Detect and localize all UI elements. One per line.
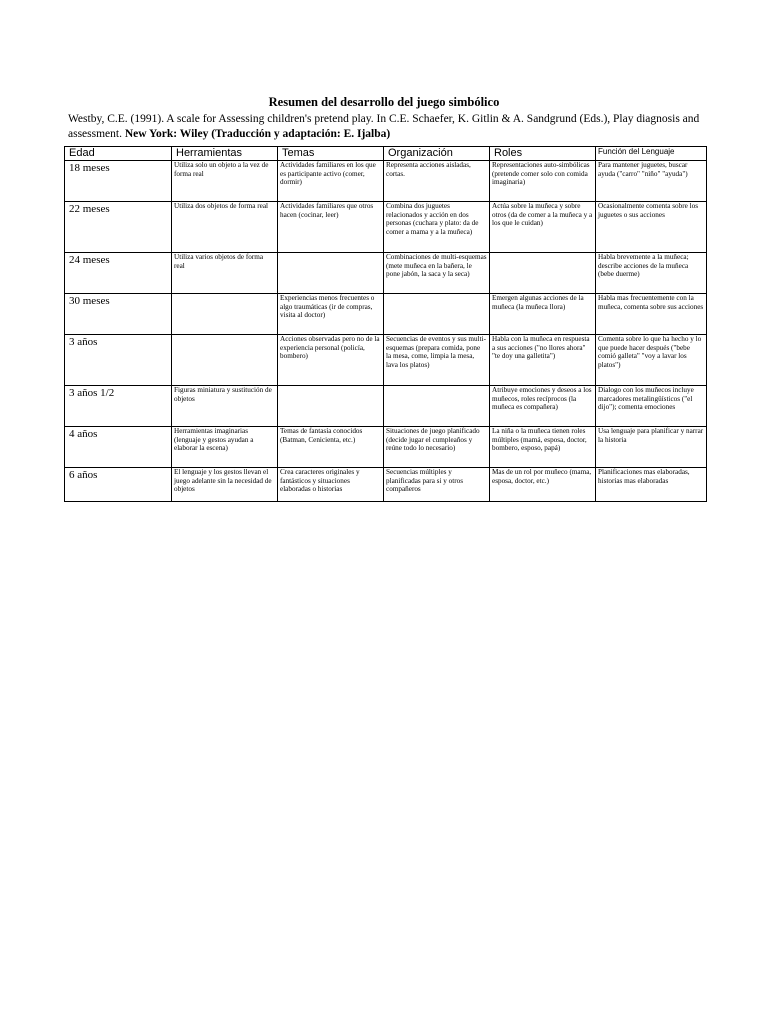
cell-organizacion: Combinaciones de multi-esquemas (mete muñeca en la bañera, le pone jabón, la saca y la seca)	[384, 253, 490, 294]
cell-temas: Crea caracteres originales y fantásticos y situaciones elaboradas o historias	[278, 468, 384, 502]
cell-organizacion: Combina dos juguetes relacionados y acción en dos personas (cuchara y plato: da de comer a mama y a la muñeca)	[384, 202, 490, 253]
table-header-row	[65, 147, 707, 161]
cell-edad: 3 años	[65, 335, 172, 386]
citation	[68, 112, 708, 142]
cell-funcion: Usa lenguaje para planificar y narrar la historia	[596, 427, 707, 468]
header-funcion-lenguaje: Función del Lenguaje	[596, 147, 707, 161]
cell-funcion: Para mantener juguetes, buscar ayuda ("carro" "niño" "ayuda")	[596, 161, 707, 202]
cell-organizacion: Situaciones de juego planificado (decide jugar el cumpleaños y reúne todo lo necesario)	[384, 427, 490, 468]
cell-roles: Mas de un rol por muñeco (mama, esposa, doctor, etc.)	[490, 468, 596, 502]
table-row	[65, 335, 707, 386]
cell-organizacion: Representa acciones aisladas, cortas.	[384, 161, 490, 202]
cell-herramientas: El lenguaje y los gestos llevan el juego adelante sin la necesidad de objetos	[172, 468, 278, 502]
cell-edad: 24 meses	[65, 253, 172, 294]
cell-roles: Emergen algunas acciones de la muñeca (la muñeca llora)	[490, 294, 596, 335]
cell-herramientas	[172, 294, 278, 335]
cell-funcion: Ocasionalmente comenta sobre los juguetes o sus acciones	[596, 202, 707, 253]
cell-temas: Acciones observadas pero no de la experiencia personal (policía, bombero)	[278, 335, 384, 386]
cell-roles: Representaciones auto-simbólicas (pretende comer solo con comida imaginaria)	[490, 161, 596, 202]
cell-organizacion: Secuencias de eventos y sus multi-esquemas (prepara comida, pone la mesa, come, limpia la mesa, lava los platos)	[384, 335, 490, 386]
table-row	[65, 294, 707, 335]
citation-publisher: New York: Wiley (Traducción y adaptación: E. Ijalba)	[124, 128, 391, 140]
cell-herramientas: Figuras miniatura y sustitución de objetos	[172, 386, 278, 427]
cell-herramientas: Utiliza dos objetos de forma real	[172, 202, 278, 253]
cell-organizacion	[384, 294, 490, 335]
cell-funcion: Habla brevemente a la muñeca; describe acciones de la muñeca (bebe duerme)	[596, 253, 707, 294]
cell-edad: 30 meses	[65, 294, 172, 335]
play-development-table	[64, 146, 707, 502]
cell-herramientas: Herramientas imaginarias (lenguaje y gestos ayudan a elaborar la escena)	[172, 427, 278, 468]
cell-roles	[490, 253, 596, 294]
cell-temas: Actividades familiares en los que es participante activo (comer, dormir)	[278, 161, 384, 202]
table-row	[65, 427, 707, 468]
cell-organizacion	[384, 386, 490, 427]
table-row	[65, 468, 707, 502]
header-temas: Temas	[278, 147, 384, 161]
cell-temas	[278, 386, 384, 427]
cell-funcion: Comenta sobre lo que ha hecho y lo que puede hacer después ("bebe comió galleta" "voy a lavar los platos")	[596, 335, 707, 386]
cell-roles: Actúa sobre la muñeca y sobre otros (da de comer a la muñeca y a los que le cuidan)	[490, 202, 596, 253]
table-row	[65, 202, 707, 253]
cell-roles: Atribuye emociones y deseos a los muñecos, roles recíprocos (la muñeca es compañera)	[490, 386, 596, 427]
cell-funcion: Habla mas frecuentemente con la muñeca, comenta sobre sus acciones	[596, 294, 707, 335]
cell-edad: 18 meses	[65, 161, 172, 202]
table-row	[65, 161, 707, 202]
header-roles: Roles	[490, 147, 596, 161]
cell-edad: 3 años 1/2	[65, 386, 172, 427]
cell-herramientas: Utiliza solo un objeto a la vez de forma real	[172, 161, 278, 202]
cell-edad: 4 años	[65, 427, 172, 468]
cell-temas: Actividades familiares que otros hacen (cocinar, leer)	[278, 202, 384, 253]
header-organizacion: Organización	[384, 147, 490, 161]
cell-temas: Experiencias menos frecuentes o algo traumáticas (ir de compras, visita al doctor)	[278, 294, 384, 335]
header-edad: Edad	[65, 147, 172, 161]
header-herramientas: Herramientas	[172, 147, 278, 161]
cell-temas	[278, 253, 384, 294]
table-row	[65, 253, 707, 294]
cell-herramientas: Utiliza varios objetos de forma real	[172, 253, 278, 294]
cell-funcion: Planificaciones mas elaboradas, historias mas elaboradas	[596, 468, 707, 502]
citation-text: Westby, C.E. (1991). A scale for Assessing children's pretend play. In C.E. Schaefer, K. Gitlin & A. Sandgrund (Eds.), Play diagnosis and assessment.	[68, 113, 700, 140]
cell-temas: Temas de fantasía conocidos (Batman, Cenicienta, etc.)	[278, 427, 384, 468]
cell-edad: 22 meses	[65, 202, 172, 253]
table-row	[65, 386, 707, 427]
cell-roles: La niña o la muñeca tienen roles múltiples (mamá, esposa, doctor, bombero, esposo, papá)	[490, 427, 596, 468]
cell-edad: 6 años	[65, 468, 172, 502]
document-title: Resumen del desarrollo del juego simbólico	[268, 95, 500, 109]
cell-roles: Habla con la muñeca en respuesta a sus acciones ("no llores ahora" "te doy una galletita")	[490, 335, 596, 386]
cell-funcion: Dialogo con los muñecos incluye marcadores metalingüísticos ("el dijo"); comenta emociones	[596, 386, 707, 427]
cell-organizacion: Secuencias múltiples y planificadas para si y otros compañeros	[384, 468, 490, 502]
cell-herramientas	[172, 335, 278, 386]
